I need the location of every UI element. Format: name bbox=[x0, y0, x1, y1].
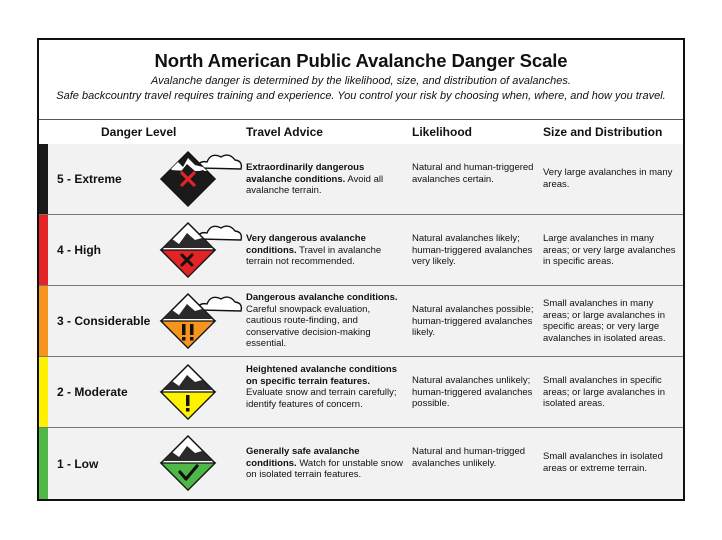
table-row-considerable bbox=[39, 286, 683, 357]
extreme-x-icon bbox=[157, 148, 243, 212]
danger-color-bar bbox=[39, 144, 48, 214]
danger-scale-card bbox=[37, 38, 685, 501]
danger-level-label: 2 - Moderate bbox=[57, 385, 128, 399]
danger-color-bar bbox=[39, 286, 48, 356]
table-row-moderate bbox=[39, 357, 683, 428]
subtitle-line-2: Safe backcountry travel requires training and experience. You control your risk by choosing when, where, and how you travel. bbox=[56, 90, 666, 102]
travel-advice-cell: Dangerous avalanche conditions. Careful snowpack evaluation, cautious route-finding, and conservative decision-making essential. bbox=[246, 292, 398, 349]
likelihood-cell: Natural avalanches likely; human-triggered avalanches very likely. bbox=[412, 233, 533, 267]
considerable-double-exclamation-icon bbox=[157, 290, 243, 354]
likelihood-cell: Natural and human-triggered avalanches certain. bbox=[412, 162, 534, 185]
table-row-extreme bbox=[39, 144, 683, 215]
travel-advice-cell: Generally safe avalanche conditions. Watch for unstable snow on isolated terrain features. bbox=[246, 446, 403, 480]
high-x-icon bbox=[157, 219, 243, 283]
size-distribution-cell: Small avalanches in specific areas; or large avalanches in isolated areas. bbox=[543, 375, 665, 409]
subtitle-line-1: Avalanche danger is determined by the likelihood, size, and distribution of avalanches. bbox=[151, 75, 571, 87]
size-distribution-cell: Small avalanches in many areas; or large avalanches in specific areas; or very large avalanches in isolated areas. bbox=[543, 298, 666, 344]
danger-color-bar bbox=[39, 215, 48, 285]
header-danger-level: Danger Level bbox=[101, 125, 177, 139]
header-travel-advice: Travel Advice bbox=[246, 125, 323, 139]
likelihood-cell: Natural and human-trigged avalanches unlikely. bbox=[412, 446, 526, 469]
danger-color-bar bbox=[39, 428, 48, 499]
size-distribution-cell: Small avalanches in isolated areas or extreme terrain. bbox=[543, 451, 663, 474]
size-distribution-cell: Large avalanches in many areas; or very large avalanches in specific areas. bbox=[543, 233, 676, 267]
danger-color-bar bbox=[39, 357, 48, 427]
table-row-low bbox=[39, 428, 683, 499]
danger-level-label: 3 - Considerable bbox=[57, 314, 151, 328]
low-checkmark-icon bbox=[157, 432, 243, 496]
page-title: North American Public Avalanche Danger Scale bbox=[154, 50, 568, 71]
travel-advice-cell: Extraordinarily dangerous avalanche conditions. Avoid all avalanche terrain. bbox=[246, 162, 384, 196]
travel-advice-cell: Heightened avalanche conditions on specific terrain features. Evaluate snow and terrain carefully; identify features of concern. bbox=[246, 364, 397, 410]
likelihood-cell: Natural avalanches possible; human-triggered avalanches likely. bbox=[412, 304, 534, 338]
size-distribution-cell: Very large avalanches in many areas. bbox=[543, 167, 673, 190]
travel-advice-cell: Very dangerous avalanche conditions. Travel in avalanche terrain not recommended. bbox=[246, 233, 382, 267]
header-likelihood: Likelihood bbox=[412, 125, 472, 139]
header-size-distribution: Size and Distribution bbox=[543, 125, 663, 139]
table-header bbox=[39, 119, 683, 146]
danger-level-label: 1 - Low bbox=[57, 456, 99, 471]
table-row-high bbox=[39, 215, 683, 286]
danger-level-label: 5 - Extreme bbox=[57, 172, 122, 186]
moderate-exclamation-icon bbox=[157, 361, 243, 425]
likelihood-cell: Natural avalanches unlikely; human-triggered avalanches possible. bbox=[412, 375, 533, 409]
danger-level-label: 4 - High bbox=[57, 243, 101, 257]
